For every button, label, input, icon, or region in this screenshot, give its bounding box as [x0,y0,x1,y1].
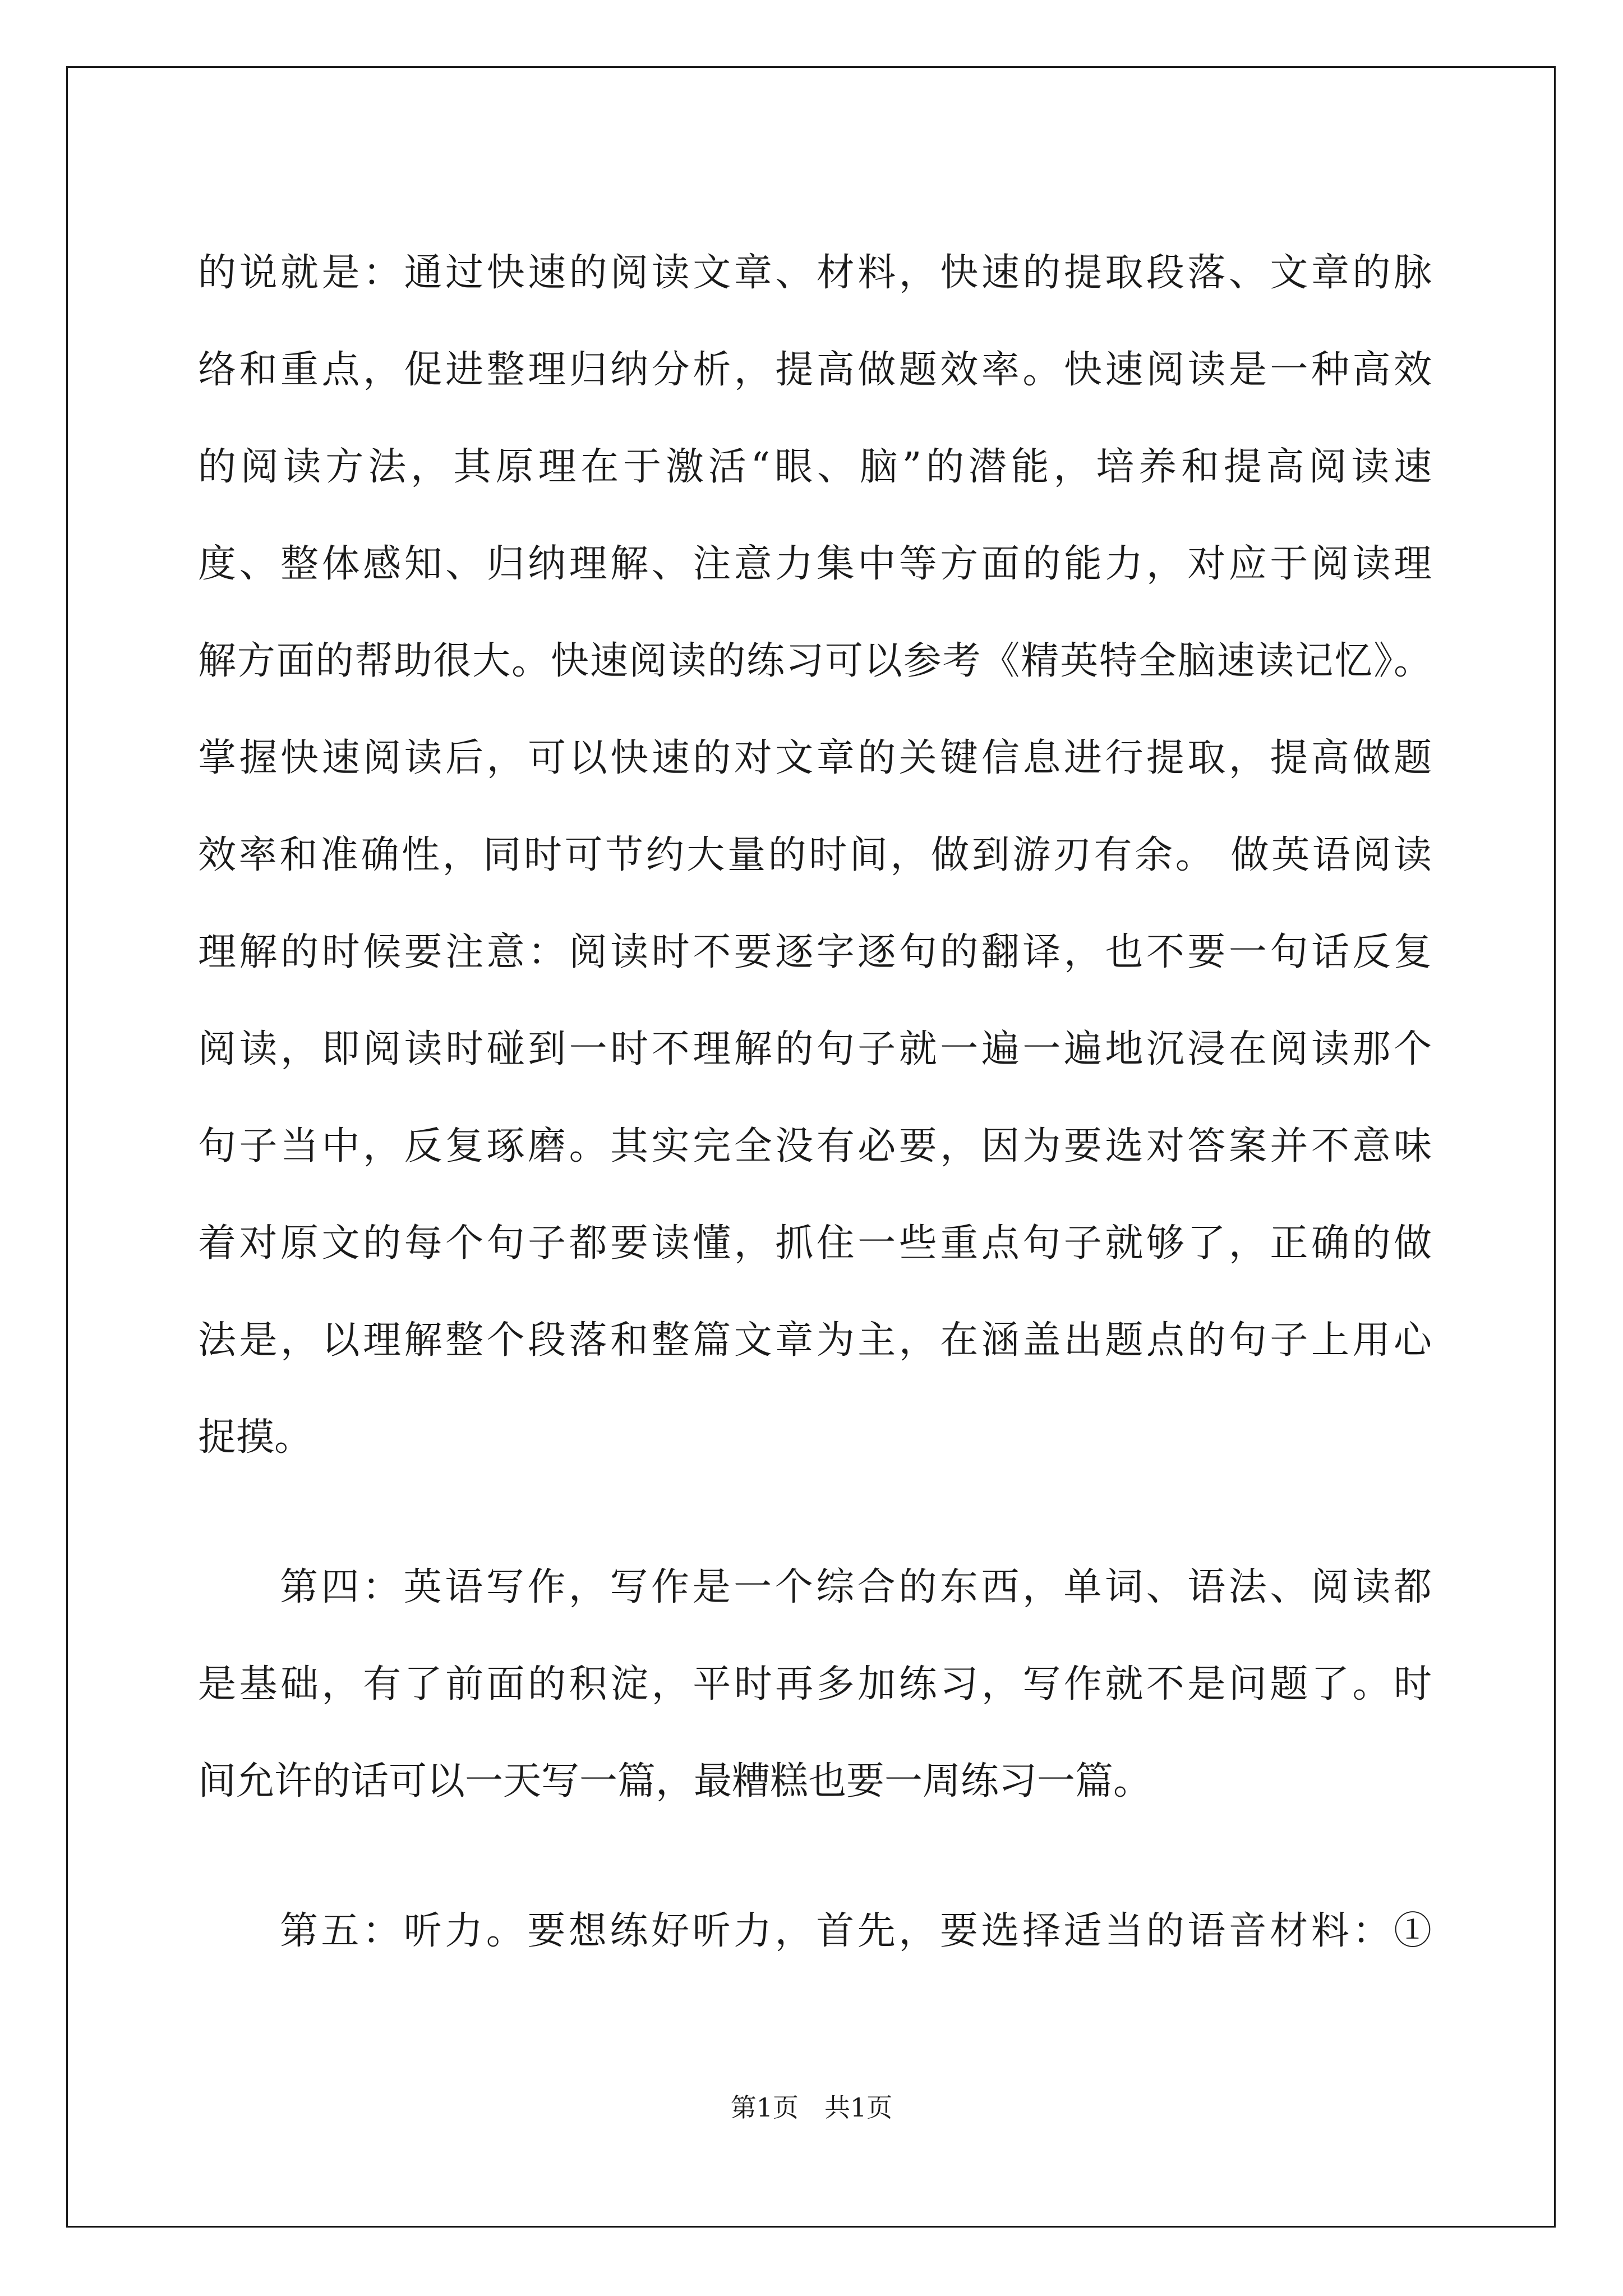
paragraph-line: 着对原文的每个句子都要读懂，抓住一些重点句子就够了，正确的做 [198,1221,1432,1266]
paragraph-line: 理解的时候要注意：阅读时不要逐字逐句的翻译，也不要一句话反复 [198,930,1432,974]
paragraph-line: 句子当中，反复琢磨。其实完全没有必要，因为要选对答案并不意味 [198,1124,1432,1168]
paragraph-line: 是基础，有了前面的积淀，平时再多加练习，写作就不是问题了。时 [198,1662,1432,1706]
paragraph-line: 解方面的帮助很大。快速阅读的练习可以参考《精英特全脑速读记忆》。 [198,639,1432,683]
document-body [198,224,1432,1980]
paragraph-line: 阅读，即阅读时碰到一时不理解的句子就一遍一遍地沉浸在阅读那个 [198,1027,1432,1071]
paragraph-line: 掌握快速阅读后，可以快速的对文章的关键信息进行提取，提高做题 [198,736,1432,780]
paragraph-line: 的阅读方法，其原理在于激活“眼、脑”的潜能，培养和提高阅读速 [198,445,1432,489]
paragraph-spacer [198,1830,1432,1883]
page-number-footer: 第1页 共1页 [730,2092,893,2123]
paragraph-line: 度、整体感知、归纳理解、注意力集中等方面的能力，对应于阅读理 [198,542,1432,586]
paragraph-line: 的说就是：通过快速的阅读文章、材料，快速的提取段落、文章的脉 [198,251,1432,295]
paragraph-spacer [198,1486,1432,1539]
paragraph-line: 络和重点，促进整理归纳分析，提高做题效率。快速阅读是一种高效 [198,348,1432,392]
paragraph-line: 捉摸。 [198,1415,313,1460]
paragraph-line: 效率和准确性，同时可节约大量的时间，做到游刃有余。 做英语阅读 [198,833,1432,877]
paragraph-line: 第五：听力。要想练好听力，首先，要选择适当的语音材料：① [280,1909,1432,1953]
paragraph-line: 法是，以理解整个段落和整篇文章为主，在涵盖出题点的句子上用心 [198,1318,1432,1363]
paragraph-line: 第四：英语写作，写作是一个综合的东西，单词、语法、阅读都 [280,1565,1432,1609]
paragraph-line: 间允许的话可以一天写一篇，最糟糕也要一周练习一篇。 [198,1759,1152,1803]
